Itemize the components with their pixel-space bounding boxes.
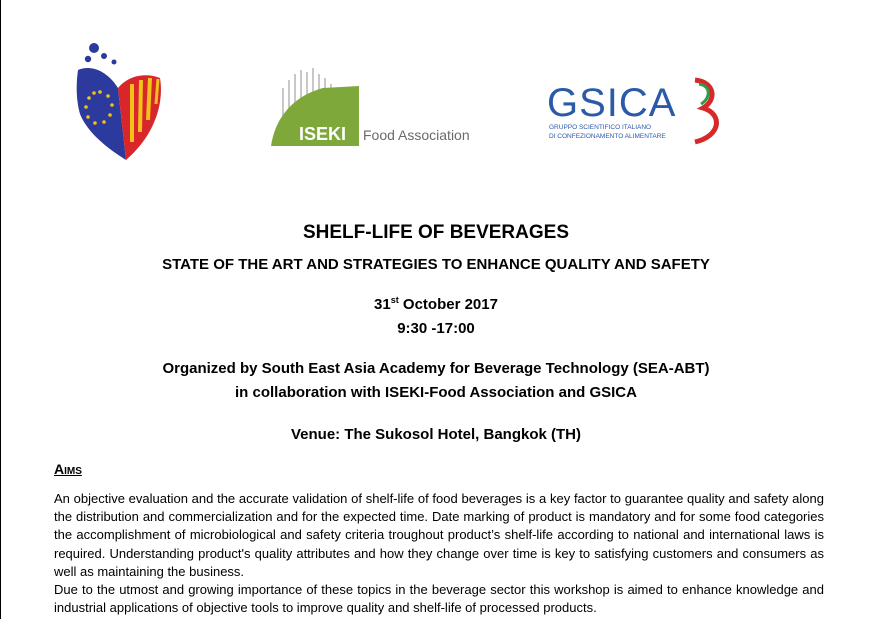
aims-heading: Aims bbox=[54, 461, 82, 477]
gsica-tagline-1: GRUPPO SCIENTIFICO ITALIANO bbox=[549, 124, 652, 131]
gsica-logo bbox=[545, 74, 725, 148]
page-title: SHELF-LIFE OF BEVERAGES bbox=[302, 222, 570, 243]
date-ordinal-suffix: st bbox=[390, 295, 399, 305]
collaboration-line: in collaboration with ISEKI-Food Association and GSICA bbox=[235, 384, 637, 401]
aims-section bbox=[54, 490, 824, 617]
iseki-wordmark: ISEKI bbox=[299, 124, 347, 144]
iseki-food-association-logo bbox=[263, 58, 493, 148]
event-date bbox=[0, 295, 872, 313]
organizer-line: Organized by South East Asia Academy for Beverage Technology (SEA-ABT) bbox=[162, 360, 710, 377]
page-subtitle: STATE OF THE ART AND STRATEGIES TO ENHANCE QUALITY AND SAFETY bbox=[162, 256, 710, 273]
iseki-food-association-text: Food Association bbox=[363, 127, 470, 143]
aims-paragraph-1: An objective evaluation and the accurate validation of shelf-life of food beverages is a key factor to guarantee quality and safety along the distribution and commercialization and for the expected time. Date marking of product is mandatory and for some food categories the accomplishment of microbiological and safety criteria troughout product’s shelf-life according to national and international laws is required. Understanding product's quality attributes and how they change over time is key to satisfying customers and consumers as well as maintaining the business. bbox=[54, 491, 824, 579]
eu-project-logo bbox=[74, 42, 166, 170]
date-day: 31 bbox=[374, 296, 391, 313]
event-time: 9:30 -17:00 bbox=[397, 320, 475, 337]
gsica-wordmark: GSICA bbox=[547, 81, 677, 125]
aims-paragraph-2: Due to the utmost and growing importance of these topics in the beverage sector this workshop is aimed to enhance knowledge and industrial applications of objective tools to improve quality and shelf-life of processed products. bbox=[54, 582, 824, 616]
gsica-tagline-2: DI CONFEZIONAMENTO ALIMENTARE bbox=[549, 133, 666, 140]
date-month-year: October 2017 bbox=[398, 296, 498, 313]
event-venue: Venue: The Sukosol Hotel, Bangkok (TH) bbox=[290, 426, 582, 443]
